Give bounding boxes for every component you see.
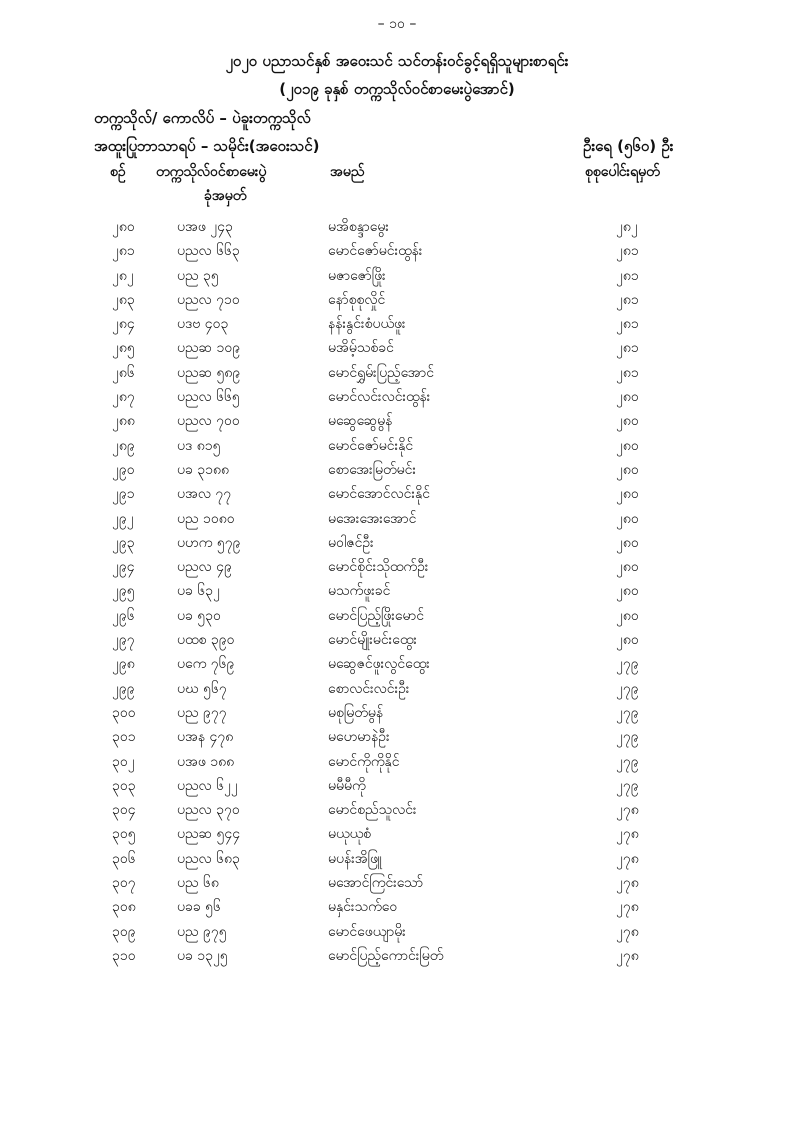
table-row (0, 873, 794, 897)
roll-number: ပဒဗ ၄၀၃ (177, 316, 229, 333)
student-name: မအိစန္ဒာမွေး (328, 219, 389, 235)
roll-number: ပဟက ၅၇၉ (177, 534, 241, 551)
roll-number: ပခ ၃၁၈၈ (177, 461, 230, 478)
student-name: မောင်စိုင်းသိုထက်ဦး (328, 559, 429, 576)
total-marks: ၂၇၉ (616, 680, 639, 697)
row-number: ၂၉၉ (112, 680, 135, 697)
table-row (0, 557, 794, 581)
total-marks: ၂၇၈ (616, 875, 639, 892)
student-name: မောင်ပြည့်ဖြိုးမောင် (328, 607, 425, 624)
student-name: မဟေမာနဲဦး (328, 729, 390, 746)
roll-number: ပကေ ၇၆၉ (177, 656, 235, 673)
total-marks: ၂၈၁ (616, 340, 639, 357)
student-name: မဝါဇင်ဦး (328, 534, 374, 551)
major-line: အထူးပြုဘာသာရပ် – သမိုင်း(အဝေးသင်) (94, 137, 320, 155)
row-number: ၂၈၁ (112, 243, 135, 260)
roll-number: ပညလ ၇၁၀ (177, 291, 240, 308)
student-name: မပန်းအိဖြူ (328, 850, 383, 867)
row-number: ၂၉၃ (112, 534, 135, 551)
row-number: ၂၈၅ (112, 340, 135, 357)
row-number: ၃၀၉ (112, 923, 136, 940)
table-row (0, 897, 794, 921)
total-marks: ၂၇၈ (616, 850, 639, 867)
total-marks: ၂၈၀ (616, 437, 639, 454)
roll-number: ပညလ ၄၉ (177, 559, 232, 576)
table-row (0, 606, 794, 630)
student-name: မယုယုစံ (328, 826, 372, 843)
student-name: မောင်ဇော်မင်းနိုင် (328, 437, 414, 454)
title-line-1: ၂၀၂၀ ပညာသင်နှစ် အဝေးသင် သင်တန်းဝင်ခွင့်ရရှိသူများစာရင်း (225, 52, 569, 70)
total-marks: ၂၈၀ (616, 534, 639, 551)
roll-number: ပအဖ ၁၈၈ (177, 753, 235, 770)
table-row (0, 824, 794, 848)
total-marks: ၂၇၉ (616, 729, 639, 746)
row-number: ၂၈၉ (112, 437, 135, 454)
table-row (0, 581, 794, 605)
column-header-marks: စုစုပေါင်းရမှတ် (585, 164, 660, 180)
table-row (0, 509, 794, 533)
student-name: မောင်စည်သူလင်း (328, 802, 417, 819)
row-number: ၂၈၂ (112, 267, 134, 284)
student-name: မသက်ဖူးခင် (328, 583, 391, 600)
student-name: မောင်ရွှမ်းပြည့်အောင် (328, 364, 435, 381)
table-row (0, 703, 794, 727)
table-row (0, 727, 794, 751)
row-number: ၂၉၅ (112, 583, 135, 600)
student-name: မဆွေဆွေမွန် (328, 413, 393, 430)
student-name: မောင်ဖေယျာမိုး (328, 923, 406, 940)
row-number: ၃၀၁ (112, 729, 136, 746)
table-row (0, 800, 794, 824)
table-row (0, 411, 794, 435)
row-number: ၃၀၆ (112, 850, 136, 867)
roll-number: ပဃ ၅၆၇ (177, 680, 227, 697)
roll-number: ပည ၆၈ (177, 875, 219, 892)
student-name: မအိမ့်သစ်ခင် (328, 340, 394, 357)
row-number: ၃၀၈ (112, 899, 136, 916)
total-marks: ၂၈၁ (616, 364, 639, 381)
table-row (0, 752, 794, 776)
total-marks: ၂၈၀ (616, 583, 639, 600)
roll-number: ပညဆ ၁၀၉ (177, 340, 241, 357)
roll-number: ပညလ ၆၈၃ (177, 850, 240, 867)
roll-number: ပည ၉၇၇ (177, 704, 227, 721)
results-table (0, 217, 794, 970)
table-row (0, 217, 794, 241)
table-row (0, 654, 794, 678)
table-row (0, 314, 794, 338)
roll-number: ပခ ၆၃၂ (177, 583, 220, 600)
total-marks: ၂၇၈ (616, 802, 639, 819)
total-marks: ၂၈၂ (616, 219, 638, 235)
row-number: ၂၉၄ (112, 559, 135, 576)
student-name: မအေးအေးအောင် (328, 510, 417, 527)
row-number: ၂၉၇ (112, 632, 135, 649)
table-row (0, 946, 794, 970)
roll-number: ပညလ ၃၇၀ (177, 802, 240, 819)
roll-number: ပညဆ ၅၄၄ (177, 826, 241, 843)
row-number: ၃၀၄ (112, 802, 136, 819)
roll-number: ပခခ ၅၆ (177, 899, 221, 916)
table-row (0, 241, 794, 265)
page-number: – ၁၀ – (377, 16, 417, 32)
university-line: တက္ကသိုလ်/ ကောလိပ် – ပဲခူးတက္ကသိုလ် (94, 109, 311, 127)
row-number: ၂၈၃ (112, 291, 135, 308)
total-marks: ၂၇၈ (616, 923, 639, 940)
row-number: ၃၁၀ (112, 947, 136, 964)
total-marks: ၂၇၉ (616, 656, 639, 673)
total-marks: ၂၈၀ (616, 389, 639, 406)
roll-number: ပအန ၄၇၈ (177, 729, 234, 746)
roll-number: ပညလ ၆၆၃ (177, 243, 240, 260)
roll-number: ပညလ ၆၂၂ (177, 777, 238, 794)
table-row (0, 922, 794, 946)
student-name: နန်းနွင်းစံပယ်ဖူး (328, 316, 406, 333)
student-name: မစုမြတ်မွန် (328, 704, 384, 721)
table-row (0, 776, 794, 800)
student-name: မောင်လင်းလင်းထွန်း (328, 389, 431, 406)
student-name: မနှင်းသက်ဝေ (328, 899, 398, 916)
student-name: မောင်ဇော်မင်းထွန်း (328, 243, 423, 260)
total-marks: ၂၈၀ (616, 486, 639, 503)
total-marks: ၂၇၈ (616, 947, 639, 964)
total-marks: ၂၈၁ (616, 267, 639, 284)
total-marks: ၂၇၉ (616, 704, 639, 721)
row-number: ၂၈၄ (112, 316, 135, 333)
student-name: နော်စုစုလှိုင် (328, 291, 386, 308)
total-marks: ၂၇၈ (616, 899, 639, 916)
roll-number: ပအဖ ၂၄၃ (177, 219, 233, 235)
roll-number: ပညလ ၇၀၀ (177, 413, 240, 430)
row-number: ၂၉၈ (112, 656, 135, 673)
total-marks: ၂၈၁ (616, 316, 639, 333)
roll-number: ပညလ ၆၆၅ (177, 389, 240, 406)
row-number: ၂၈၈ (112, 413, 135, 430)
roll-number: ပအလ ၇၇ (177, 486, 232, 503)
total-marks: ၂၇၉ (616, 753, 639, 770)
roll-number: ပခ ၅၃၀ (177, 607, 221, 624)
total-marks: ၂၈၀ (616, 413, 639, 430)
student-name: မဇာဇော်ဖြိုး (328, 267, 386, 284)
row-number: ၂၉၂ (112, 510, 134, 527)
table-row (0, 363, 794, 387)
student-name: မဆွေဇင်ဖူးလွင်ထွေး (328, 656, 430, 673)
row-number: ၃၀၇ (112, 875, 136, 892)
column-header-no: စဉ် (110, 164, 126, 180)
student-name: မောင်အောင်လင်းနိုင် (328, 486, 430, 503)
table-row (0, 266, 794, 290)
table-row (0, 290, 794, 314)
student-name: မောင်မျိုးမင်းထွေး (328, 632, 417, 649)
total-marks: ၂၈၀ (616, 559, 639, 576)
row-number: ၃၀၅ (112, 826, 136, 843)
total-marks: ၂၈၀ (616, 510, 639, 527)
table-row (0, 460, 794, 484)
row-number: ၂၉၁ (112, 486, 135, 503)
column-header-roll-line2: ခုံအမှတ် (204, 188, 247, 204)
total-marks: ၂၈၀ (616, 632, 639, 649)
count-line: ဦးရေ (၅၆၀) ဦး (583, 137, 674, 155)
total-marks: ၂၈၀ (616, 461, 639, 478)
title-line-2: (၂၀၁၉ ခုနှစ် တက္ကသိုလ်ဝင်စာမေးပွဲအောင်) (279, 80, 515, 98)
row-number: ၃၀၀ (112, 704, 136, 721)
roll-number: ပည ၃၅ (177, 267, 219, 284)
student-name: မောင်ကိုကိုနိုင် (328, 753, 400, 770)
total-marks: ၂၈၁ (616, 243, 639, 260)
table-row (0, 436, 794, 460)
roll-number: ပထစ ၃၉၀ (177, 632, 235, 649)
table-row (0, 338, 794, 362)
student-name: စောအေးမြတ်မင်း (328, 461, 416, 478)
total-marks: ၂၇၉ (616, 777, 639, 794)
roll-number: ပည ၉၇၅ (177, 923, 227, 940)
column-header-name: အမည် (330, 164, 365, 180)
table-row (0, 630, 794, 654)
row-number: ၃၀၃ (112, 777, 136, 794)
table-row (0, 533, 794, 557)
student-name: မအောင်ကြင်းသော် (328, 875, 424, 892)
row-number: ၃၀၂ (112, 753, 135, 770)
roll-number: ပဒ ၈၁၅ (177, 437, 221, 454)
total-marks: ၂၇၈ (616, 826, 639, 843)
row-number: ၂၈၀ (112, 219, 135, 235)
student-name: စောလင်းလင်းဦး (328, 680, 410, 697)
table-row (0, 484, 794, 508)
column-header-roll: တက္ကသိုလ်ဝင်စာမေးပွဲ (156, 164, 267, 180)
table-row (0, 679, 794, 703)
row-number: ၂၉၆ (112, 607, 135, 624)
row-number: ၂၉၀ (112, 461, 135, 478)
total-marks: ၂၈၁ (616, 291, 639, 308)
row-number: ၂၈၇ (112, 389, 135, 406)
total-marks: ၂၈၀ (616, 607, 639, 624)
row-number: ၂၈၆ (112, 364, 135, 381)
table-row (0, 849, 794, 873)
student-name: မမီမီကို (328, 777, 366, 794)
student-name: မောင်ပြည့်ကောင်းမြတ် (328, 947, 444, 964)
roll-number: ပခ ၁၃၂၅ (177, 947, 228, 964)
roll-number: ပညဆ ၅၈၉ (177, 364, 241, 381)
roll-number: ပည ၁၀၈၀ (177, 510, 235, 527)
table-row (0, 387, 794, 411)
